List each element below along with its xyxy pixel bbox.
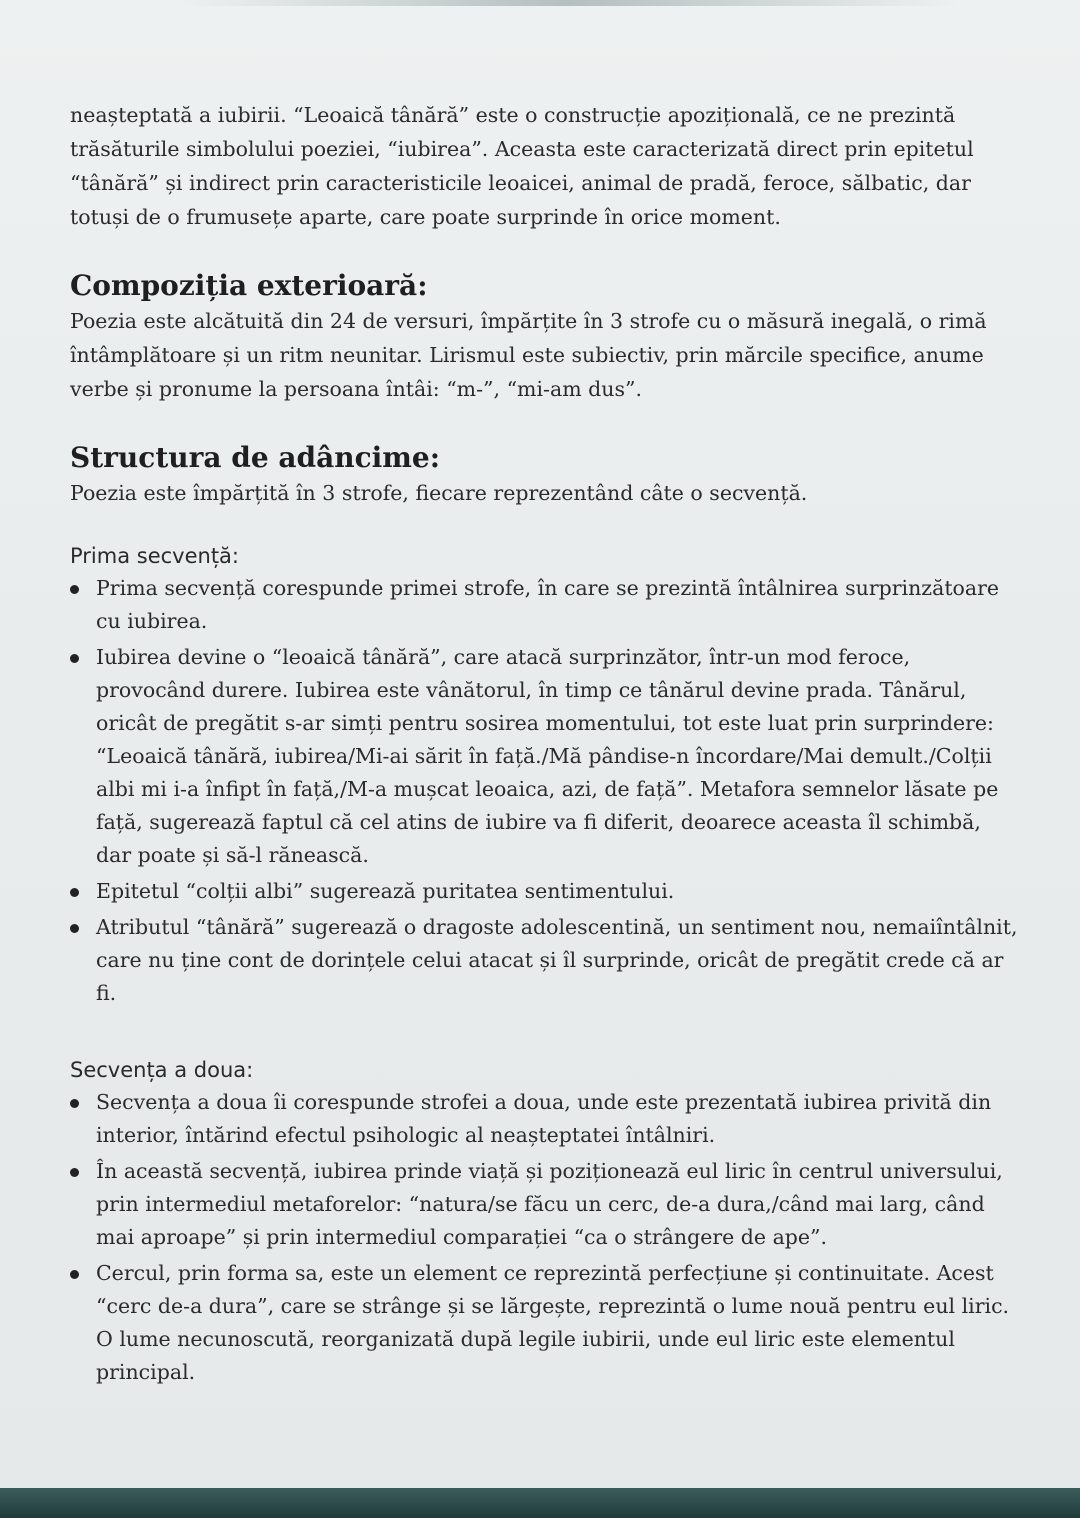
second-sequence-list [70, 1086, 1020, 1389]
top-edge-shadow [180, 0, 960, 6]
second-sequence-title: Secvența a doua: [70, 1058, 254, 1082]
list-item-text: Iubirea devine o “leoaică tânără”, care atacă surprinzător, într-un mod feroce, provocând durere. Iubirea este vânătorul, în timp ce tânărul devine prada. Tânărul, oricât de pregătit s-ar simți pentru sosirea momentului, tot este luat prin surprindere: “Leoaică tânără, iubirea/Mi-ai sărit în față./Mă pândise-n încordare/Mai demult./Colții albi mi i-a înfipt în față,/M-a mușcat leoaica, azi, de față”. Metafora semnelor lăsate pe față, sugerează faptul că cel atins de iubire va fi diferit, deoarece aceasta îl schimbă, dar poate și să-l rănească. [96, 645, 999, 867]
list-item-text: Epitetul “colții albi” sugerează puritatea sentimentului. [96, 879, 675, 903]
list-item [70, 572, 1020, 638]
list-item-text: Cercul, prin forma sa, este un element ce reprezintă perfecțiune și continuitate. Acest “cerc de-a dura”, care se strânge și se lărgește, reprezintă o lume nouă pentru eul liric. O lume necunoscută, reorganizată după legile iubirii, unde eul liric este elementul principal. [96, 1261, 1010, 1384]
bullet-icon [70, 654, 79, 663]
list-item [70, 1086, 1020, 1152]
list-item [70, 911, 1020, 1010]
list-item-text: Prima secvență corespunde primei strofe, în care se prezintă întâlnirea surprinzătoare cu iubirea. [96, 576, 1000, 633]
list-item-text: Secvența a doua îi corespunde strofei a doua, unde este prezentată iubirea privită din interior, întărind efectul psihologic al neașteptatei întâlniri. [96, 1090, 992, 1147]
list-item [70, 875, 1020, 908]
depth-structure-text: Poezia este împărțită în 3 strofe, fiecare reprezentând câte o secvență. [70, 481, 808, 505]
bullet-icon [70, 585, 79, 594]
list-item-text: În această secvență, iubirea prinde viață și poziționează eul liric în centrul universului, prin intermediul metaforelor: “natura/se făcu un cerc, de-a dura,/când mai larg, când mai aproape” și prin intermediul comparației “ca o strângere de ape”. [96, 1159, 1003, 1249]
exterior-composition-text: Poezia este alcătuită din 24 de versuri, împărțite în 3 strofe cu o măsură inegală, o rimă întâmplătoare și un ritm neunitar. Lirismul este subiectiv, prin mărcile specifice, anume verbe și pronume la persoana întâi: “m-”, “mi-am dus”. [70, 309, 987, 401]
list-item [70, 1257, 1020, 1389]
first-sequence-title: Prima secvență: [70, 544, 240, 568]
bullet-icon [70, 888, 79, 897]
bullet-icon [70, 924, 79, 933]
list-item [70, 1155, 1020, 1254]
first-sequence-list [70, 572, 1020, 1010]
bottom-surface-band [0, 1488, 1080, 1518]
bullet-icon [70, 1099, 79, 1108]
exterior-composition-heading: Compoziția exterioară: [70, 269, 428, 302]
intro-paragraph: neașteptată a iubirii. “Leoaică tânără” este o construcție apozițională, ce ne prezintă trăsăturile simbolului poeziei, “iubirea”. Aceasta este caracterizată direct prin epitetul “tânără” și indirect prin caracteristicile leoaicei, animal de pradă, feroce, sălbatic, dar totuși de o frumusețe aparte, care poate surprinde în orice moment. [70, 103, 974, 229]
document-body [70, 98, 1020, 1392]
bullet-icon [70, 1168, 79, 1177]
list-item-text: Atributul “tânără” sugerează o dragoste adolescentină, un sentiment nou, nemaiîntâlnit, care nu ține cont de dorințele celui atacat și îl surprinde, oricât de pregătit crede că ar fi. [96, 915, 1018, 1005]
bullet-icon [70, 1270, 79, 1279]
list-item [70, 641, 1020, 872]
depth-structure-heading: Structura de adâncime: [70, 441, 441, 474]
